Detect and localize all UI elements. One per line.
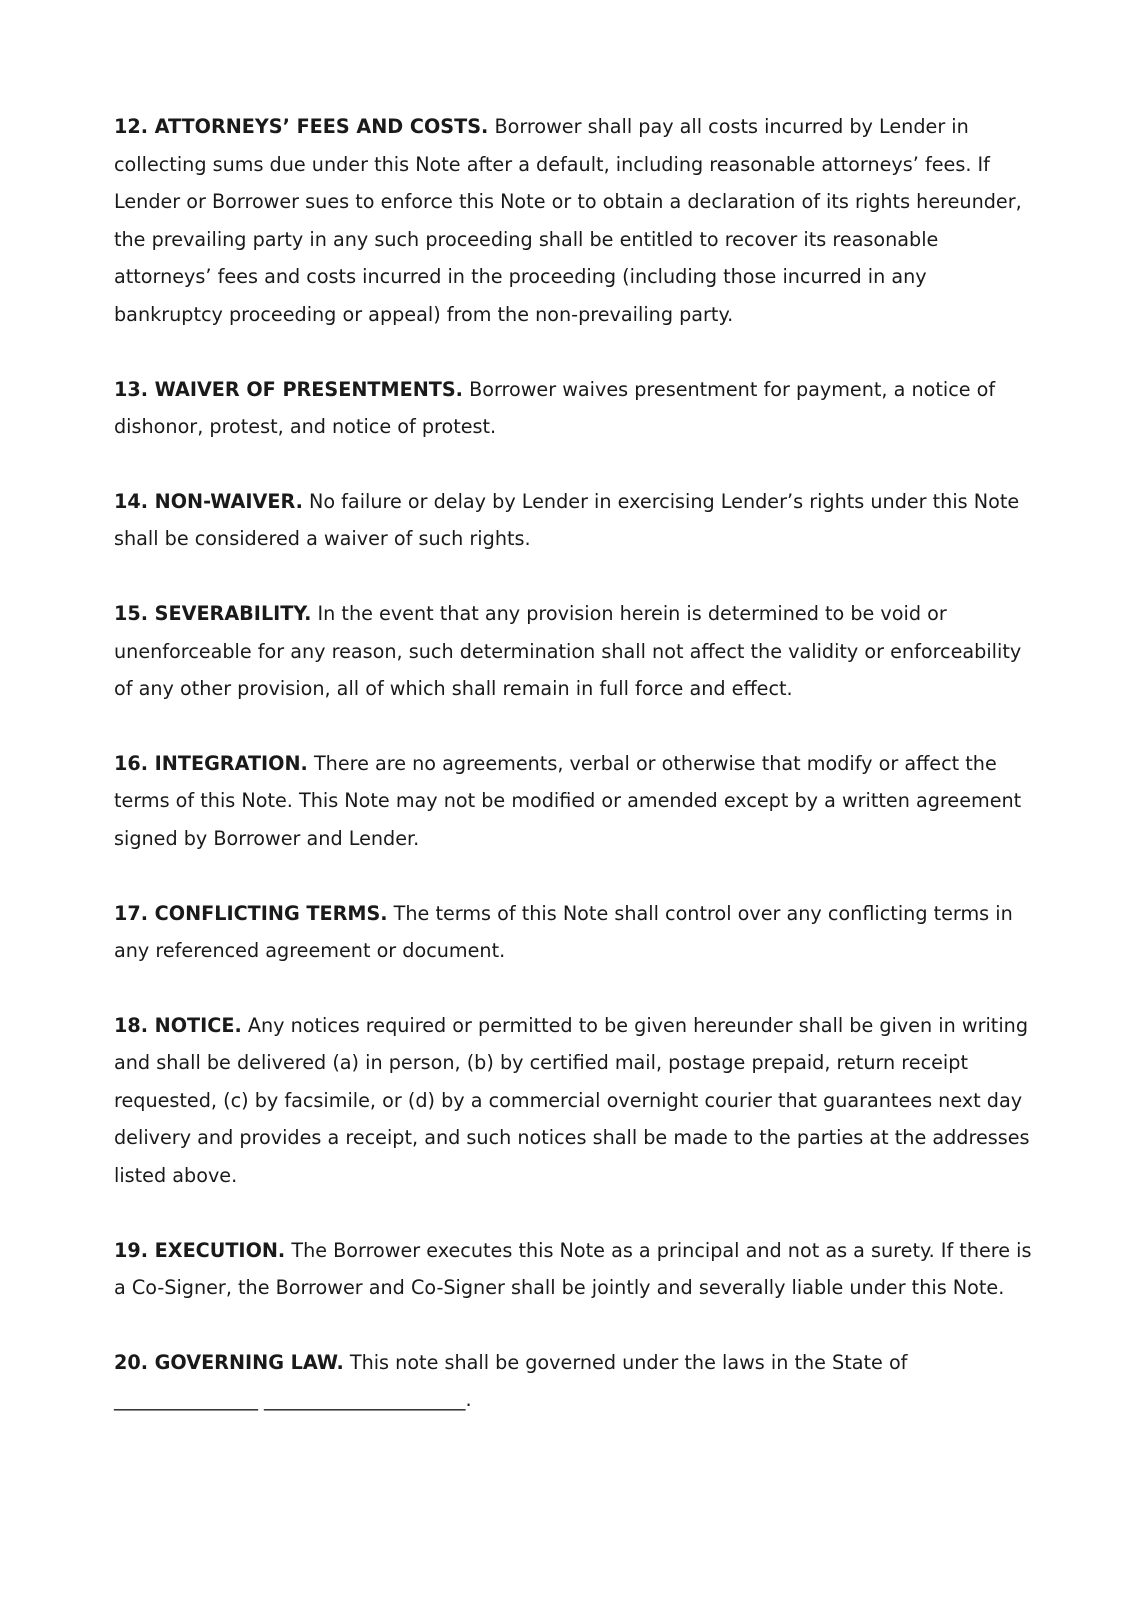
clause-text: No failure or delay by Lender in exercising Lender’s rights under this Note shall be considered a waiver of such rights. bbox=[114, 489, 1020, 551]
clause-execution bbox=[114, 1232, 1034, 1307]
clause-heading: 14. NON-WAIVER. bbox=[114, 489, 303, 513]
clause-integration bbox=[114, 745, 1034, 858]
clause-text: There are no agreements, verbal or otherwise that modify or affect the terms of this Note. This Note may not be modified or amended except by a written agreement signed by Borrower and Lender. bbox=[114, 751, 1022, 850]
clause-text: The Borrower executes this Note as a principal and not as a surety. If there is a Co-Signer, the Borrower and Co-Signer shall be jointly and severally liable under this Note. bbox=[114, 1238, 1032, 1300]
clause-non-waiver bbox=[114, 483, 1034, 558]
clause-text: The terms of this Note shall control over any conflicting terms in any referenced agreement or document. bbox=[114, 901, 1013, 963]
clause-heading: 16. INTEGRATION. bbox=[114, 751, 308, 775]
clause-notice bbox=[114, 1007, 1034, 1195]
clause-attorneys-fees bbox=[114, 108, 1034, 334]
clause-text: Any notices required or permitted to be given hereunder shall be given in writing and shall be delivered (a) in person, (b) by certified mail, postage prepaid, return receipt requested, (c) by facsimile, or (d) by a commercial overnight courier that guarantees next day delivery and provides a receipt, and such notices shall be made to the parties at the addresses listed above. bbox=[114, 1013, 1030, 1188]
clause-conflicting-terms bbox=[114, 895, 1034, 970]
clause-heading: 15. SEVERABILITY. bbox=[114, 601, 312, 625]
clause-severability bbox=[114, 595, 1034, 708]
clause-text: In the event that any provision herein is determined to be void or unenforceable for any reason, such determination shall not affect the validity or enforceability of any other provision, all of which shall remain in full force and effect. bbox=[114, 601, 1022, 701]
clause-heading: 19. EXECUTION. bbox=[114, 1238, 286, 1262]
clause-heading: 17. CONFLICTING TERMS. bbox=[114, 901, 388, 925]
clause-heading: 20. GOVERNING LAW. bbox=[114, 1350, 344, 1374]
clause-text: This note shall be governed under the laws in the State of _______________ _____________________. bbox=[114, 1350, 908, 1412]
clause-waiver-of-presentments bbox=[114, 371, 1034, 446]
clause-heading: 18. NOTICE. bbox=[114, 1013, 242, 1037]
clause-heading: 12. ATTORNEYS’ FEES AND COSTS. bbox=[114, 115, 489, 138]
clause-heading: 13. WAIVER OF PRESENTMENTS. bbox=[114, 377, 463, 401]
clause-text: Borrower shall pay all costs incurred by Lender in collecting sums due under this Note after a default, including reasonable attorneys’ fees. If Lender or Borrower sues to enforce this Note or to obtain a declaration of its rights hereunder, the prevailing party in any such proceeding shall be entitled to recover its reasonable attorneys’ fees and costs incurred in the proceeding (including those incurred in any bankruptcy proceeding or appeal) from the non-prevailing party. bbox=[114, 115, 1022, 326]
document-body bbox=[114, 108, 1034, 1456]
clause-governing-law bbox=[114, 1344, 1034, 1419]
clause-text: Borrower waives presentment for payment, a notice of dishonor, protest, and notice of protest. bbox=[114, 377, 996, 439]
